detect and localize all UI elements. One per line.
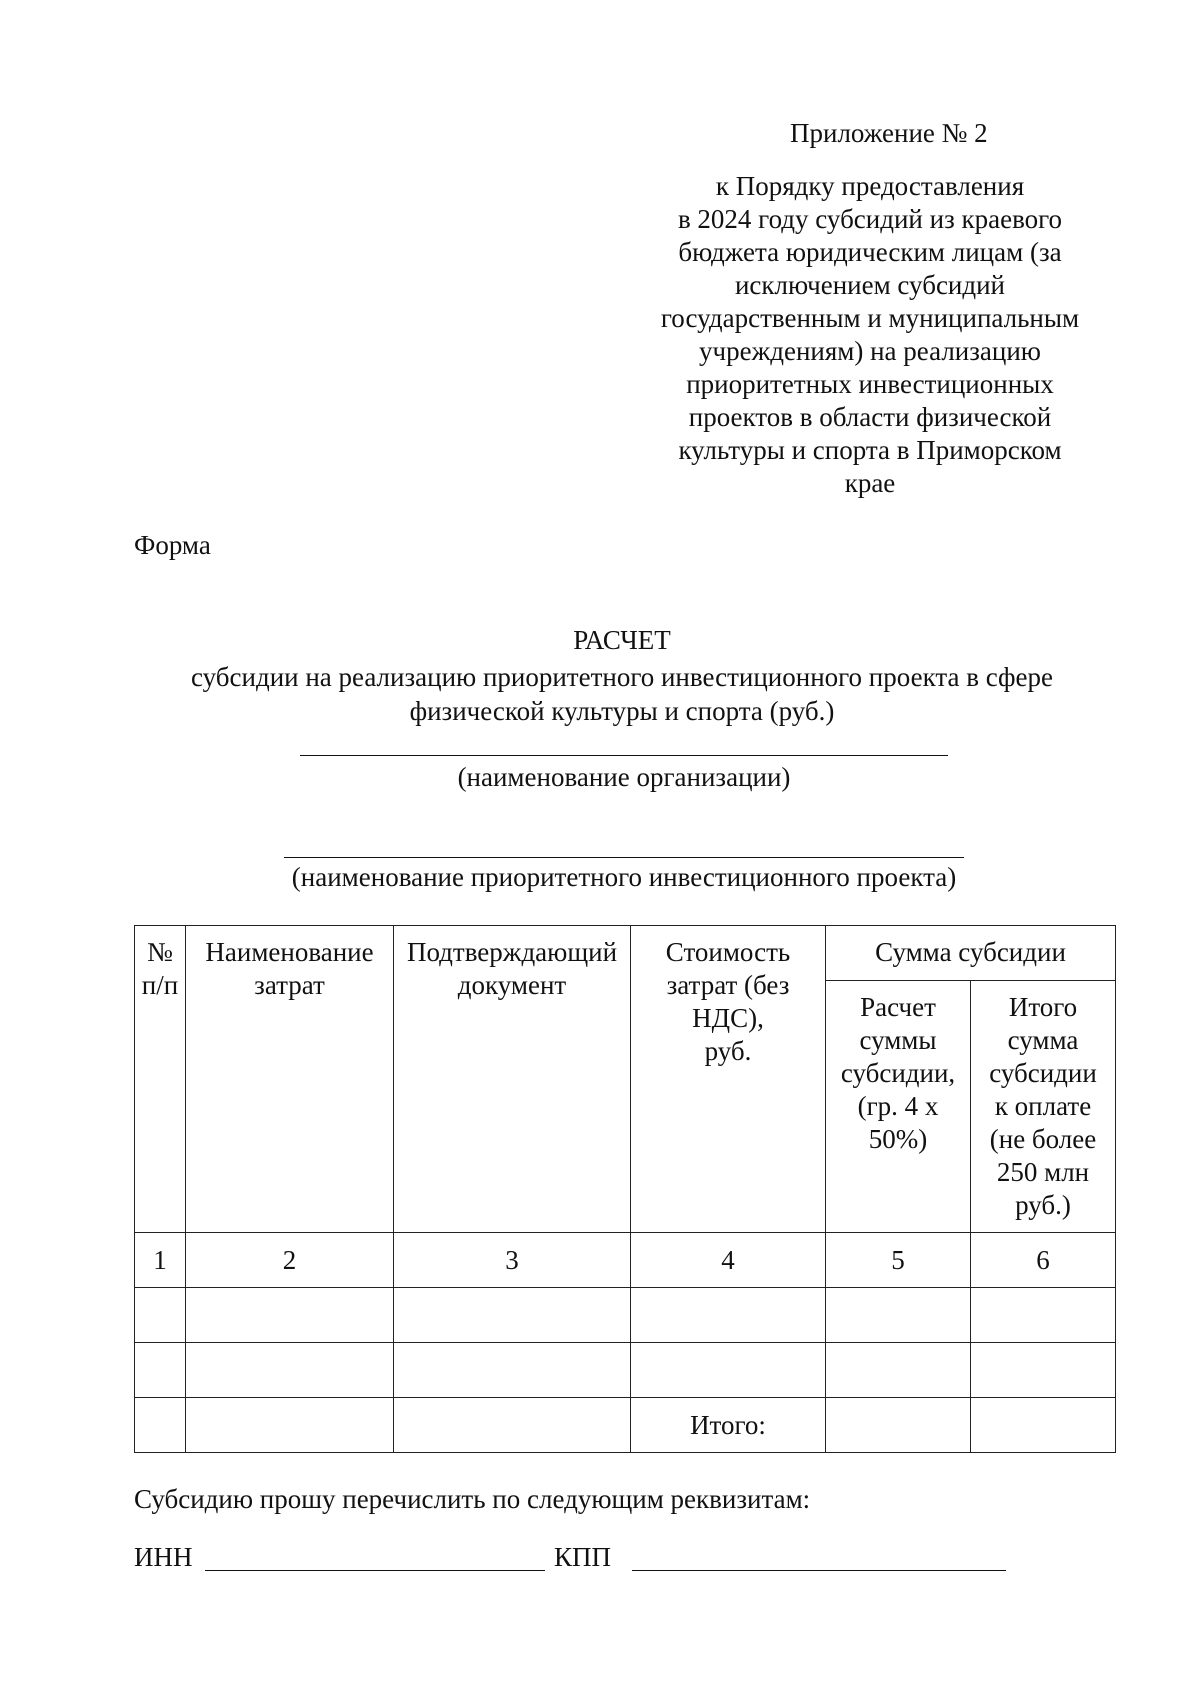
table-cell[interactable] xyxy=(631,1343,826,1398)
table-cell[interactable] xyxy=(631,1288,826,1343)
table-cell[interactable] xyxy=(186,1398,394,1453)
document-title: РАСЧЕТ xyxy=(573,625,671,655)
header-row-number xyxy=(135,926,186,1233)
appendix-line: государственным и муниципальным xyxy=(660,303,1080,333)
table-cell[interactable] xyxy=(394,1288,631,1343)
document-subtitle-line: физической культуры и спорта (руб.) xyxy=(409,696,835,726)
header-subsidy-total xyxy=(971,981,1116,1233)
appendix-line: учреждениям) на реализацию xyxy=(699,336,1041,366)
column-number: 2 xyxy=(186,1233,394,1288)
project-name-field[interactable] xyxy=(284,857,964,858)
appendix-line: в 2024 году субсидий из краевого xyxy=(677,204,1063,234)
appendix-line: приоритетных инвестиционных xyxy=(686,369,1054,399)
table-cell[interactable] xyxy=(186,1343,394,1398)
table-cell[interactable] xyxy=(826,1288,971,1343)
header-text: Итого сумма субсидии к оплате (не более 250 млн руб.) xyxy=(989,992,1097,1220)
appendix-description xyxy=(640,170,1100,500)
column-number-row xyxy=(135,1233,1116,1288)
column-number: 3 xyxy=(394,1233,631,1288)
table-cell[interactable] xyxy=(394,1398,631,1453)
requisites-request-text: Субсидию прошу перечислить по следующим реквизитам: xyxy=(134,1484,811,1514)
appendix-line: крае xyxy=(844,468,896,498)
total-row xyxy=(135,1398,1116,1453)
header-text: Наименование затрат xyxy=(205,937,374,1000)
total-subsidy-sum-cell[interactable] xyxy=(971,1398,1116,1453)
appendix-line: к Порядку предоставления xyxy=(715,171,1025,201)
column-number: 6 xyxy=(971,1233,1116,1288)
header-subsidy-amount-group xyxy=(826,926,1116,981)
document-subtitle-line: субсидии на реализацию приоритетного инвестиционного проекта в сфере xyxy=(191,662,1053,692)
kpp-label: КПП xyxy=(554,1542,612,1572)
inn-label: ИНН xyxy=(134,1542,193,1572)
appendix-line: проектов в области физической xyxy=(688,402,1052,432)
form-label: Форма xyxy=(134,530,211,560)
header-supporting-document xyxy=(394,926,631,1233)
table-cell[interactable] xyxy=(971,1288,1116,1343)
column-number: 1 xyxy=(135,1233,186,1288)
project-caption: (наименование приоритетного инвестиционного проекта) xyxy=(291,862,957,892)
header-cost-name xyxy=(186,926,394,1233)
table-cell[interactable] xyxy=(971,1343,1116,1398)
appendix-title: Приложение № 2 xyxy=(790,118,988,148)
organization-caption: (наименование организации) xyxy=(457,762,791,792)
header-text: Сумма субсидии xyxy=(875,937,1066,967)
header-text: Подтверждающий документ xyxy=(406,937,618,1000)
appendix-line: исключением субсидий xyxy=(734,270,1006,300)
table-cell[interactable] xyxy=(135,1343,186,1398)
kpp-field[interactable] xyxy=(632,1570,1006,1571)
header-text: Расчет суммы субсидии, (гр. 4 х 50%) xyxy=(840,992,956,1154)
header-subsidy-calculation xyxy=(826,981,971,1233)
table-cell[interactable] xyxy=(135,1398,186,1453)
table-row xyxy=(135,1288,1116,1343)
total-label: Итого: xyxy=(631,1398,826,1453)
header-text: Стоимость затрат (без НДС), руб. xyxy=(665,937,791,1066)
organization-name-field[interactable] xyxy=(300,755,948,756)
header-text: № п/п xyxy=(141,937,179,1000)
total-subsidy-calculation-cell[interactable] xyxy=(826,1398,971,1453)
table-cell[interactable] xyxy=(826,1343,971,1398)
table-row xyxy=(135,1343,1116,1398)
table-cell[interactable] xyxy=(186,1288,394,1343)
column-number: 4 xyxy=(631,1233,826,1288)
subsidy-calculation-table xyxy=(134,925,1116,1453)
column-number: 5 xyxy=(826,1233,971,1288)
appendix-line: культуры и спорта в Приморском xyxy=(678,435,1062,465)
appendix-line: бюджета юридическим лицам (за xyxy=(678,237,1062,267)
table-cell[interactable] xyxy=(135,1288,186,1343)
header-cost-amount xyxy=(631,926,826,1233)
inn-field[interactable] xyxy=(205,1570,545,1571)
table-cell[interactable] xyxy=(394,1343,631,1398)
